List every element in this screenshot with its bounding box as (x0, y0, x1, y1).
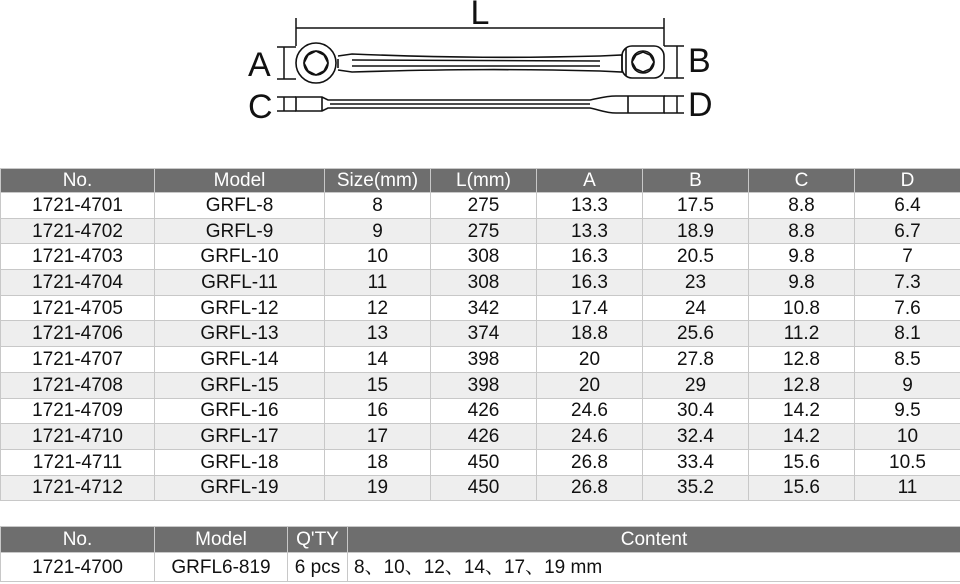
cell-d: 7 (855, 244, 960, 270)
cell-c: 14.2 (749, 424, 855, 450)
cell-size: 19 (325, 475, 431, 501)
cell-c: 10.8 (749, 295, 855, 321)
cell-a: 26.8 (537, 475, 643, 501)
cell-no: 1721-4704 (1, 270, 155, 296)
cell-d: 11 (855, 475, 960, 501)
cell-a: 26.8 (537, 449, 643, 475)
cell-a: 13.3 (537, 193, 643, 219)
cell-a: 16.3 (537, 244, 643, 270)
cell-b: 30.4 (643, 398, 749, 424)
cell-d: 8.1 (855, 321, 960, 347)
table-row (1, 321, 960, 347)
cell-length: 398 (431, 347, 537, 373)
column-header-d: D (855, 169, 960, 193)
column-header-b: B (643, 169, 749, 193)
cell-length: 374 (431, 321, 537, 347)
cell-d: 6.7 (855, 218, 960, 244)
cell-size: 18 (325, 449, 431, 475)
table-row (1, 347, 960, 373)
cell-a: 13.3 (537, 218, 643, 244)
cell-length: 398 (431, 372, 537, 398)
cell-model: GRFL-12 (155, 295, 325, 321)
label-A: A (248, 46, 271, 84)
cell-d: 7.3 (855, 270, 960, 296)
cell-a: 18.8 (537, 321, 643, 347)
cell-model: GRFL-18 (155, 449, 325, 475)
table-row (1, 295, 960, 321)
label-L: L (470, 0, 490, 32)
cell-qty: 6 pcs (288, 553, 348, 582)
column-header-model: Model (155, 527, 288, 553)
cell-length: 426 (431, 398, 537, 424)
cell-b: 17.5 (643, 193, 749, 219)
cell-length: 275 (431, 193, 537, 219)
cell-no: 1721-4701 (1, 193, 155, 219)
cell-d: 9.5 (855, 398, 960, 424)
cell-no: 1721-4711 (1, 449, 155, 475)
table-row (1, 449, 960, 475)
cell-a: 20 (537, 372, 643, 398)
dimension-C (277, 97, 296, 111)
cell-no: 1721-4707 (1, 347, 155, 373)
cell-b: 25.6 (643, 321, 749, 347)
cell-size: 13 (325, 321, 431, 347)
dimension-D (664, 96, 684, 113)
cell-model: GRFL6-819 (155, 553, 288, 582)
cell-length: 308 (431, 244, 537, 270)
label-B: B (688, 42, 711, 80)
table-row (1, 553, 960, 582)
cell-model: GRFL-9 (155, 218, 325, 244)
cell-c: 8.8 (749, 193, 855, 219)
table-row (1, 424, 960, 450)
cell-no: 1721-4708 (1, 372, 155, 398)
cell-content: 8、10、12、14、17、19 mm (348, 553, 960, 582)
table-header-row (1, 527, 960, 553)
cell-size: 8 (325, 193, 431, 219)
cell-no: 1721-4709 (1, 398, 155, 424)
cell-b: 32.4 (643, 424, 749, 450)
column-header-length: L(mm) (431, 169, 537, 193)
label-C: C (248, 88, 273, 126)
cell-model: GRFL-14 (155, 347, 325, 373)
table-row (1, 372, 960, 398)
column-header-content: Content (348, 527, 960, 553)
column-header-size: Size(mm) (325, 169, 431, 193)
cell-size: 15 (325, 372, 431, 398)
cell-b: 23 (643, 270, 749, 296)
cell-c: 9.8 (749, 244, 855, 270)
cell-no: 1721-4712 (1, 475, 155, 501)
cell-no: 1721-4710 (1, 424, 155, 450)
cell-d: 6.4 (855, 193, 960, 219)
cell-size: 16 (325, 398, 431, 424)
cell-b: 33.4 (643, 449, 749, 475)
cell-b: 24 (643, 295, 749, 321)
cell-b: 18.9 (643, 218, 749, 244)
specifications-table (0, 168, 960, 501)
cell-length: 450 (431, 449, 537, 475)
cell-size: 11 (325, 270, 431, 296)
cell-a: 24.6 (537, 424, 643, 450)
cell-model: GRFL-10 (155, 244, 325, 270)
cell-c: 9.8 (749, 270, 855, 296)
cell-b: 27.8 (643, 347, 749, 373)
cell-model: GRFL-17 (155, 424, 325, 450)
cell-length: 450 (431, 475, 537, 501)
wrench-top-view (296, 43, 664, 83)
column-header-a: A (537, 169, 643, 193)
table-row (1, 218, 960, 244)
cell-a: 20 (537, 347, 643, 373)
cell-c: 14.2 (749, 398, 855, 424)
cell-no: 1721-4706 (1, 321, 155, 347)
cell-a: 17.4 (537, 295, 643, 321)
table-header-row (1, 169, 960, 193)
cell-model: GRFL-15 (155, 372, 325, 398)
cell-model: GRFL-8 (155, 193, 325, 219)
cell-size: 17 (325, 424, 431, 450)
column-header-c: C (749, 169, 855, 193)
table-row (1, 475, 960, 501)
column-header-qty: Q'TY (288, 527, 348, 553)
cell-size: 9 (325, 218, 431, 244)
cell-length: 426 (431, 424, 537, 450)
cell-size: 12 (325, 295, 431, 321)
cell-a: 24.6 (537, 398, 643, 424)
cell-d: 7.6 (855, 295, 960, 321)
cell-size: 14 (325, 347, 431, 373)
table-row (1, 270, 960, 296)
cell-a: 16.3 (537, 270, 643, 296)
cell-c: 11.2 (749, 321, 855, 347)
cell-c: 12.8 (749, 347, 855, 373)
table-row (1, 398, 960, 424)
cell-d: 10 (855, 424, 960, 450)
cell-no: 1721-4702 (1, 218, 155, 244)
cell-model: GRFL-16 (155, 398, 325, 424)
cell-length: 275 (431, 218, 537, 244)
table-row (1, 193, 960, 219)
wrench-dimension-diagram (0, 0, 960, 168)
cell-no: 1721-4703 (1, 244, 155, 270)
cell-no: 1721-4700 (1, 553, 155, 582)
wrench-side-view (296, 96, 664, 113)
cell-c: 15.6 (749, 475, 855, 501)
cell-c: 12.8 (749, 372, 855, 398)
dimension-A (277, 47, 296, 79)
dimension-B (664, 46, 684, 78)
cell-no: 1721-4705 (1, 295, 155, 321)
table-row (1, 244, 960, 270)
cell-b: 20.5 (643, 244, 749, 270)
cell-length: 308 (431, 270, 537, 296)
cell-size: 10 (325, 244, 431, 270)
label-D: D (688, 86, 713, 124)
cell-d: 9 (855, 372, 960, 398)
cell-c: 15.6 (749, 449, 855, 475)
column-header-no: No. (1, 169, 155, 193)
set-contents-table (0, 526, 960, 582)
cell-b: 29 (643, 372, 749, 398)
cell-model: GRFL-11 (155, 270, 325, 296)
column-header-model: Model (155, 169, 325, 193)
cell-length: 342 (431, 295, 537, 321)
cell-model: GRFL-19 (155, 475, 325, 501)
column-header-no: No. (1, 527, 155, 553)
cell-d: 8.5 (855, 347, 960, 373)
cell-b: 35.2 (643, 475, 749, 501)
cell-model: GRFL-13 (155, 321, 325, 347)
cell-d: 10.5 (855, 449, 960, 475)
cell-c: 8.8 (749, 218, 855, 244)
